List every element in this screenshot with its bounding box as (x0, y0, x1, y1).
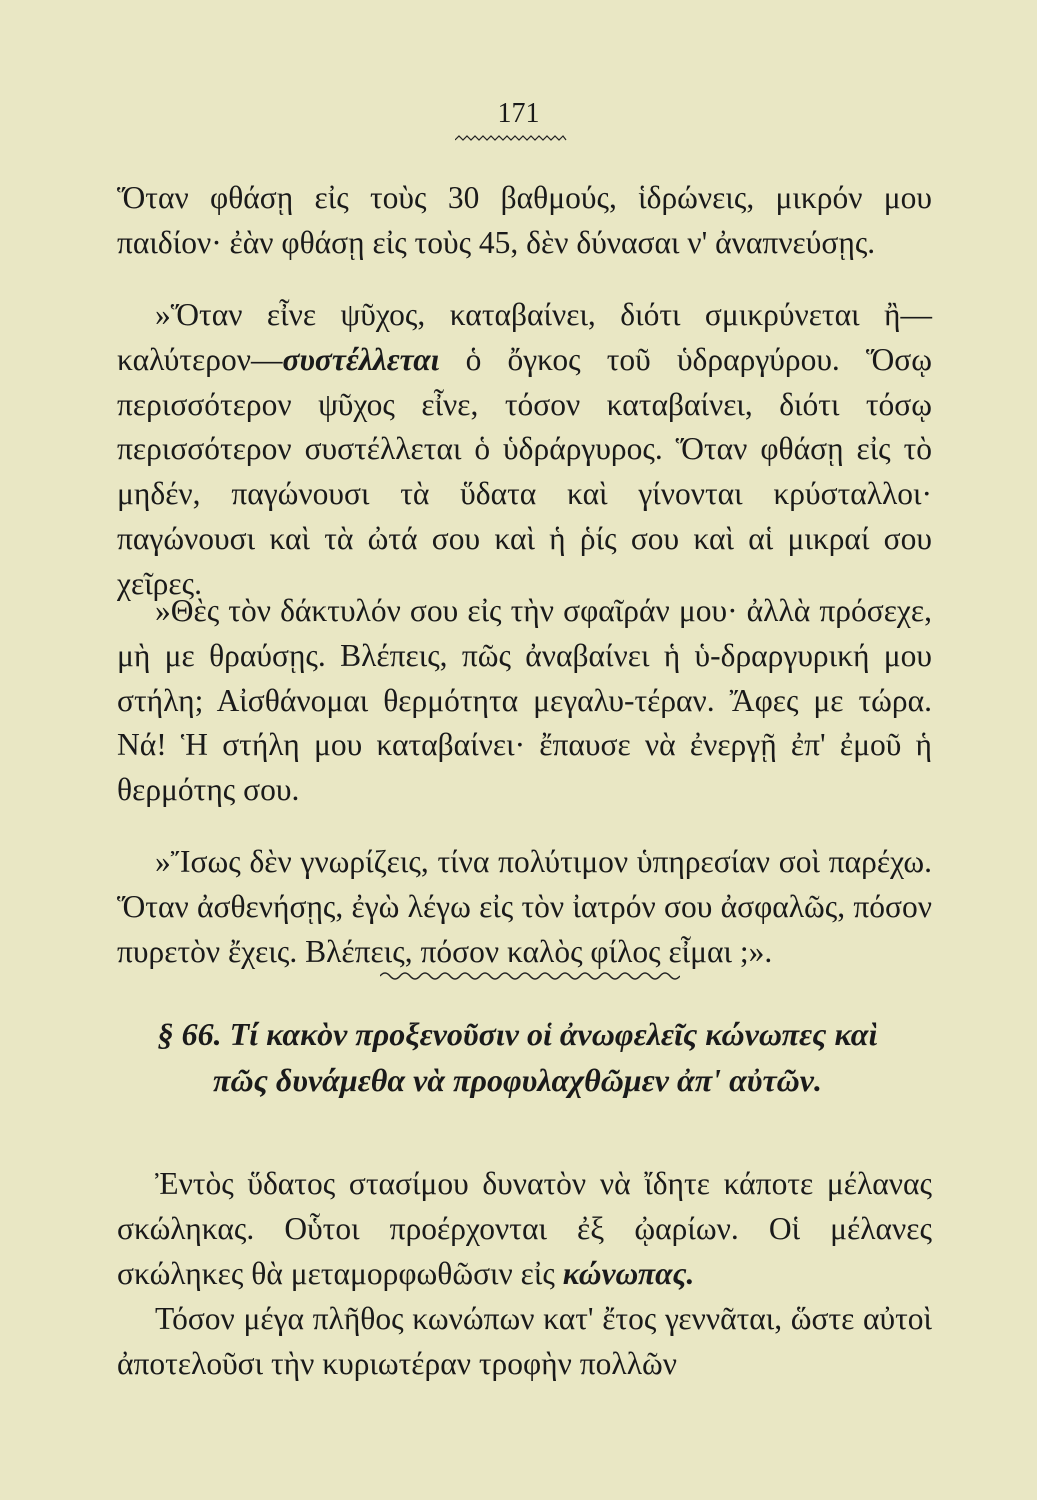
paragraph-mosquito-numbers: Τόσον μέγα πλῆθος κωνώπων κατ' ἔτος γεννᾶται, ὥστε αὐτοὶ ἀποτελοῦσι τὴν κυριωτέραν τροφὴν πολλῶν (117, 1301, 932, 1381)
paragraph-thermometer-heat: Ὅταν φθάσῃ εἰς τοὺς 30 βαθμούς, ἱδρώνεις, μικρόν μου παιδίον· ἐὰν φθάσῃ εἰς τοὺς 45, δὲν δύνασαι ν' ἀναπνεύσῃς. (117, 180, 932, 260)
emphasized-term: κώνωπας. (562, 1255, 695, 1291)
paragraph-mosquito-larvae (117, 1162, 932, 1296)
section-title: Τί κακὸν προξενοῦσιν οἱ ἀνωφελεῖς κώνωπες καὶ πῶς δυνάμεθα νὰ προφυλαχθῶμεν ἀπ' αὐτῶν. (213, 1016, 878, 1098)
paragraph-fever: »Ἴσως δὲν γνωρίζεις, τίνα πολύτιμον ὑπηρεσίαν σοὶ παρέχω. Ὅταν ἀσθενήσῃς, ἐγὼ λέγω εἰς τὸν ἰατρόν σου ἀσφαλῶς, πόσον πυρετὸν ἔχεις. Βλέπεις, πόσον καλὸς φίλος εἶμαι ;». (117, 844, 932, 969)
paragraph-thermometer-cold (117, 293, 932, 607)
page-number: 171 (497, 98, 540, 129)
paragraph-text: »Ὅταν εἶνε ψῦχος, καταβαίνει, διότι σμικρύνεται ἢ—καλύτερον— (117, 297, 932, 377)
paragraph-text: Ἐντὸς ὕδατος στασίμου δυνατὸν νὰ ἴδητε κάποτε μέλανας σκώληκας. Οὗτοι προέρχονται ἐξ ᾠαρίων. Οἱ μέλανες σκώληκες θὰ μεταμορφωθῶσιν εἰς (117, 1166, 932, 1291)
emphasized-term: συστέλλεται (282, 341, 440, 377)
section-heading (150, 1012, 885, 1103)
page-number-ornament (455, 134, 570, 146)
section-number: § 66. (157, 1016, 222, 1052)
paragraph-text: ὁ ὄγκος τοῦ ὑδραργύρου. Ὅσῳ περισσότερον ψῦχος εἶνε, τόσον καταβαίνει, διότι τόσῳ περισσότερον συστέλλεται ὁ ὑδράργυρος. Ὅταν φθάσῃ εἰς τὸ μηδέν, παγώνουσι τὰ ὕδατα καὶ γίνονται κρύσταλλοι· παγώνουσι καὶ τὰ ὠτά σου καὶ ἡ ῥίς σου καὶ αἱ μικραί σου χεῖρες. (117, 341, 932, 601)
paragraph-finger-on-bulb: »Θὲς τὸν δάκτυλόν σου εἰς τὴν σφαῖράν μου· ἀλλὰ πρόσεχε, μὴ με θραύσῃς. Βλέπεις, πῶς ἀναβαίνει ἡ ὑ-δραργυρική μου στήλη; Αἰσθάνομαι θερμότητα μεγαλυ-τέραν. Ἄφες με τώρα. Νά! Ἡ στήλη μου καταβαίνει· ἔπαυσε νὰ ἐνεργῇ ἐπ' ἐμοῦ ἡ θερμότης σου. (117, 593, 932, 808)
section-divider (380, 968, 680, 982)
